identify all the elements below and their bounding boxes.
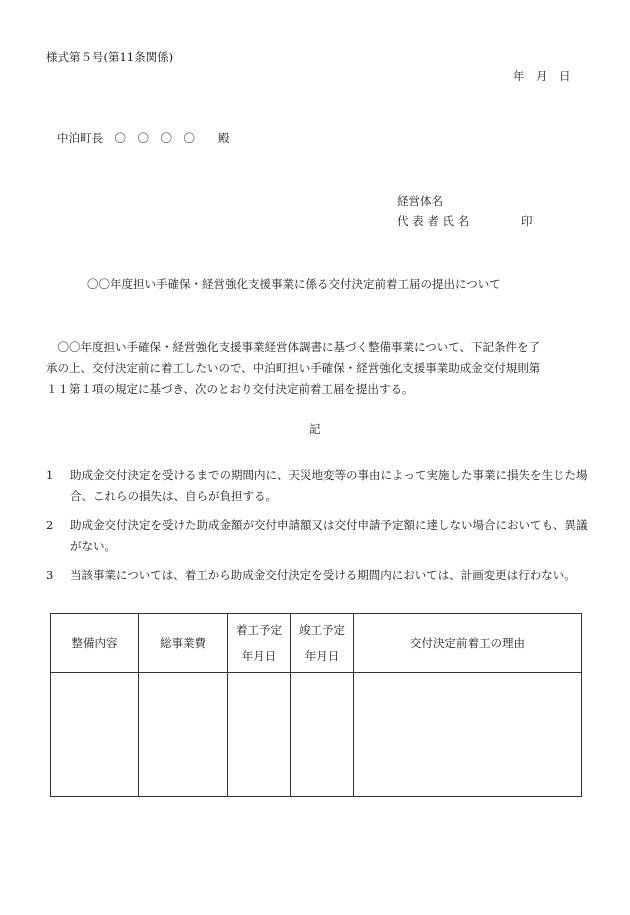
condition-item — [46, 515, 592, 557]
condition-item — [46, 565, 592, 586]
header-end-date: 竣工予定 年月日 — [291, 614, 354, 673]
condition-text: 助成金交付決定を受けるまでの期間内に、天災地変等の事由によって実施した事業に損失を生じた場合、これらの損失は、自らが負担する。 — [70, 468, 588, 503]
condition-item — [46, 465, 592, 507]
header-cost: 総事業費 — [139, 614, 228, 673]
condition-number: 1 — [46, 468, 54, 482]
entity-name-label: 経営体名 — [397, 194, 443, 208]
ki-heading: 記 — [309, 422, 321, 436]
body-line-3: １１第１項の規定に基づき、次のとおり交付決定前着工届を提出する。 — [46, 382, 414, 396]
representative-label: 代 表 者 氏 名 — [397, 214, 470, 228]
table-row — [51, 673, 582, 797]
cell-content[interactable] — [51, 673, 139, 797]
cell-start-date[interactable] — [228, 673, 291, 797]
body-text — [46, 337, 596, 400]
cell-end-date[interactable] — [291, 673, 354, 797]
header-content: 整備内容 — [51, 614, 139, 673]
body-line-1: 〇〇年度担い手確保・経営強化支援事業経営体調書に基づく整備事業について、下記条件を了 — [57, 340, 541, 354]
construction-table — [50, 613, 582, 797]
form-number: 様式第５号(第11条関係) — [46, 50, 174, 64]
header-reason: 交付決定前着工の理由 — [354, 614, 582, 673]
body-line-2: 承の上、交付決定前に着工したいので、中泊町担い手確保・経営強化支援事業助成金交付規則第 — [46, 361, 541, 375]
seal-mark: 印 — [521, 214, 533, 228]
condition-text: 助成金交付決定を受けた助成金額が交付申請額又は交付申請予定額に達しない場合においても、異議がない。 — [70, 518, 588, 553]
condition-number: 2 — [46, 518, 54, 532]
cell-reason[interactable] — [354, 673, 582, 797]
header-start-date: 着工予定 年月日 — [228, 614, 291, 673]
date-line: 年 月 日 — [513, 69, 571, 83]
condition-number: 3 — [46, 568, 54, 582]
cell-cost[interactable] — [139, 673, 228, 797]
condition-text: 当該事業については、着工から助成金交付決定を受ける期間内においては、計画変更は行わない。 — [70, 568, 576, 582]
addressee: 中泊町長 〇 〇 〇 〇 殿 — [57, 131, 230, 145]
table-header-row — [51, 614, 582, 673]
document-title: 〇〇年度担い手確保・経営強化支援事業に係る交付決定前着工届の提出について — [87, 277, 501, 291]
